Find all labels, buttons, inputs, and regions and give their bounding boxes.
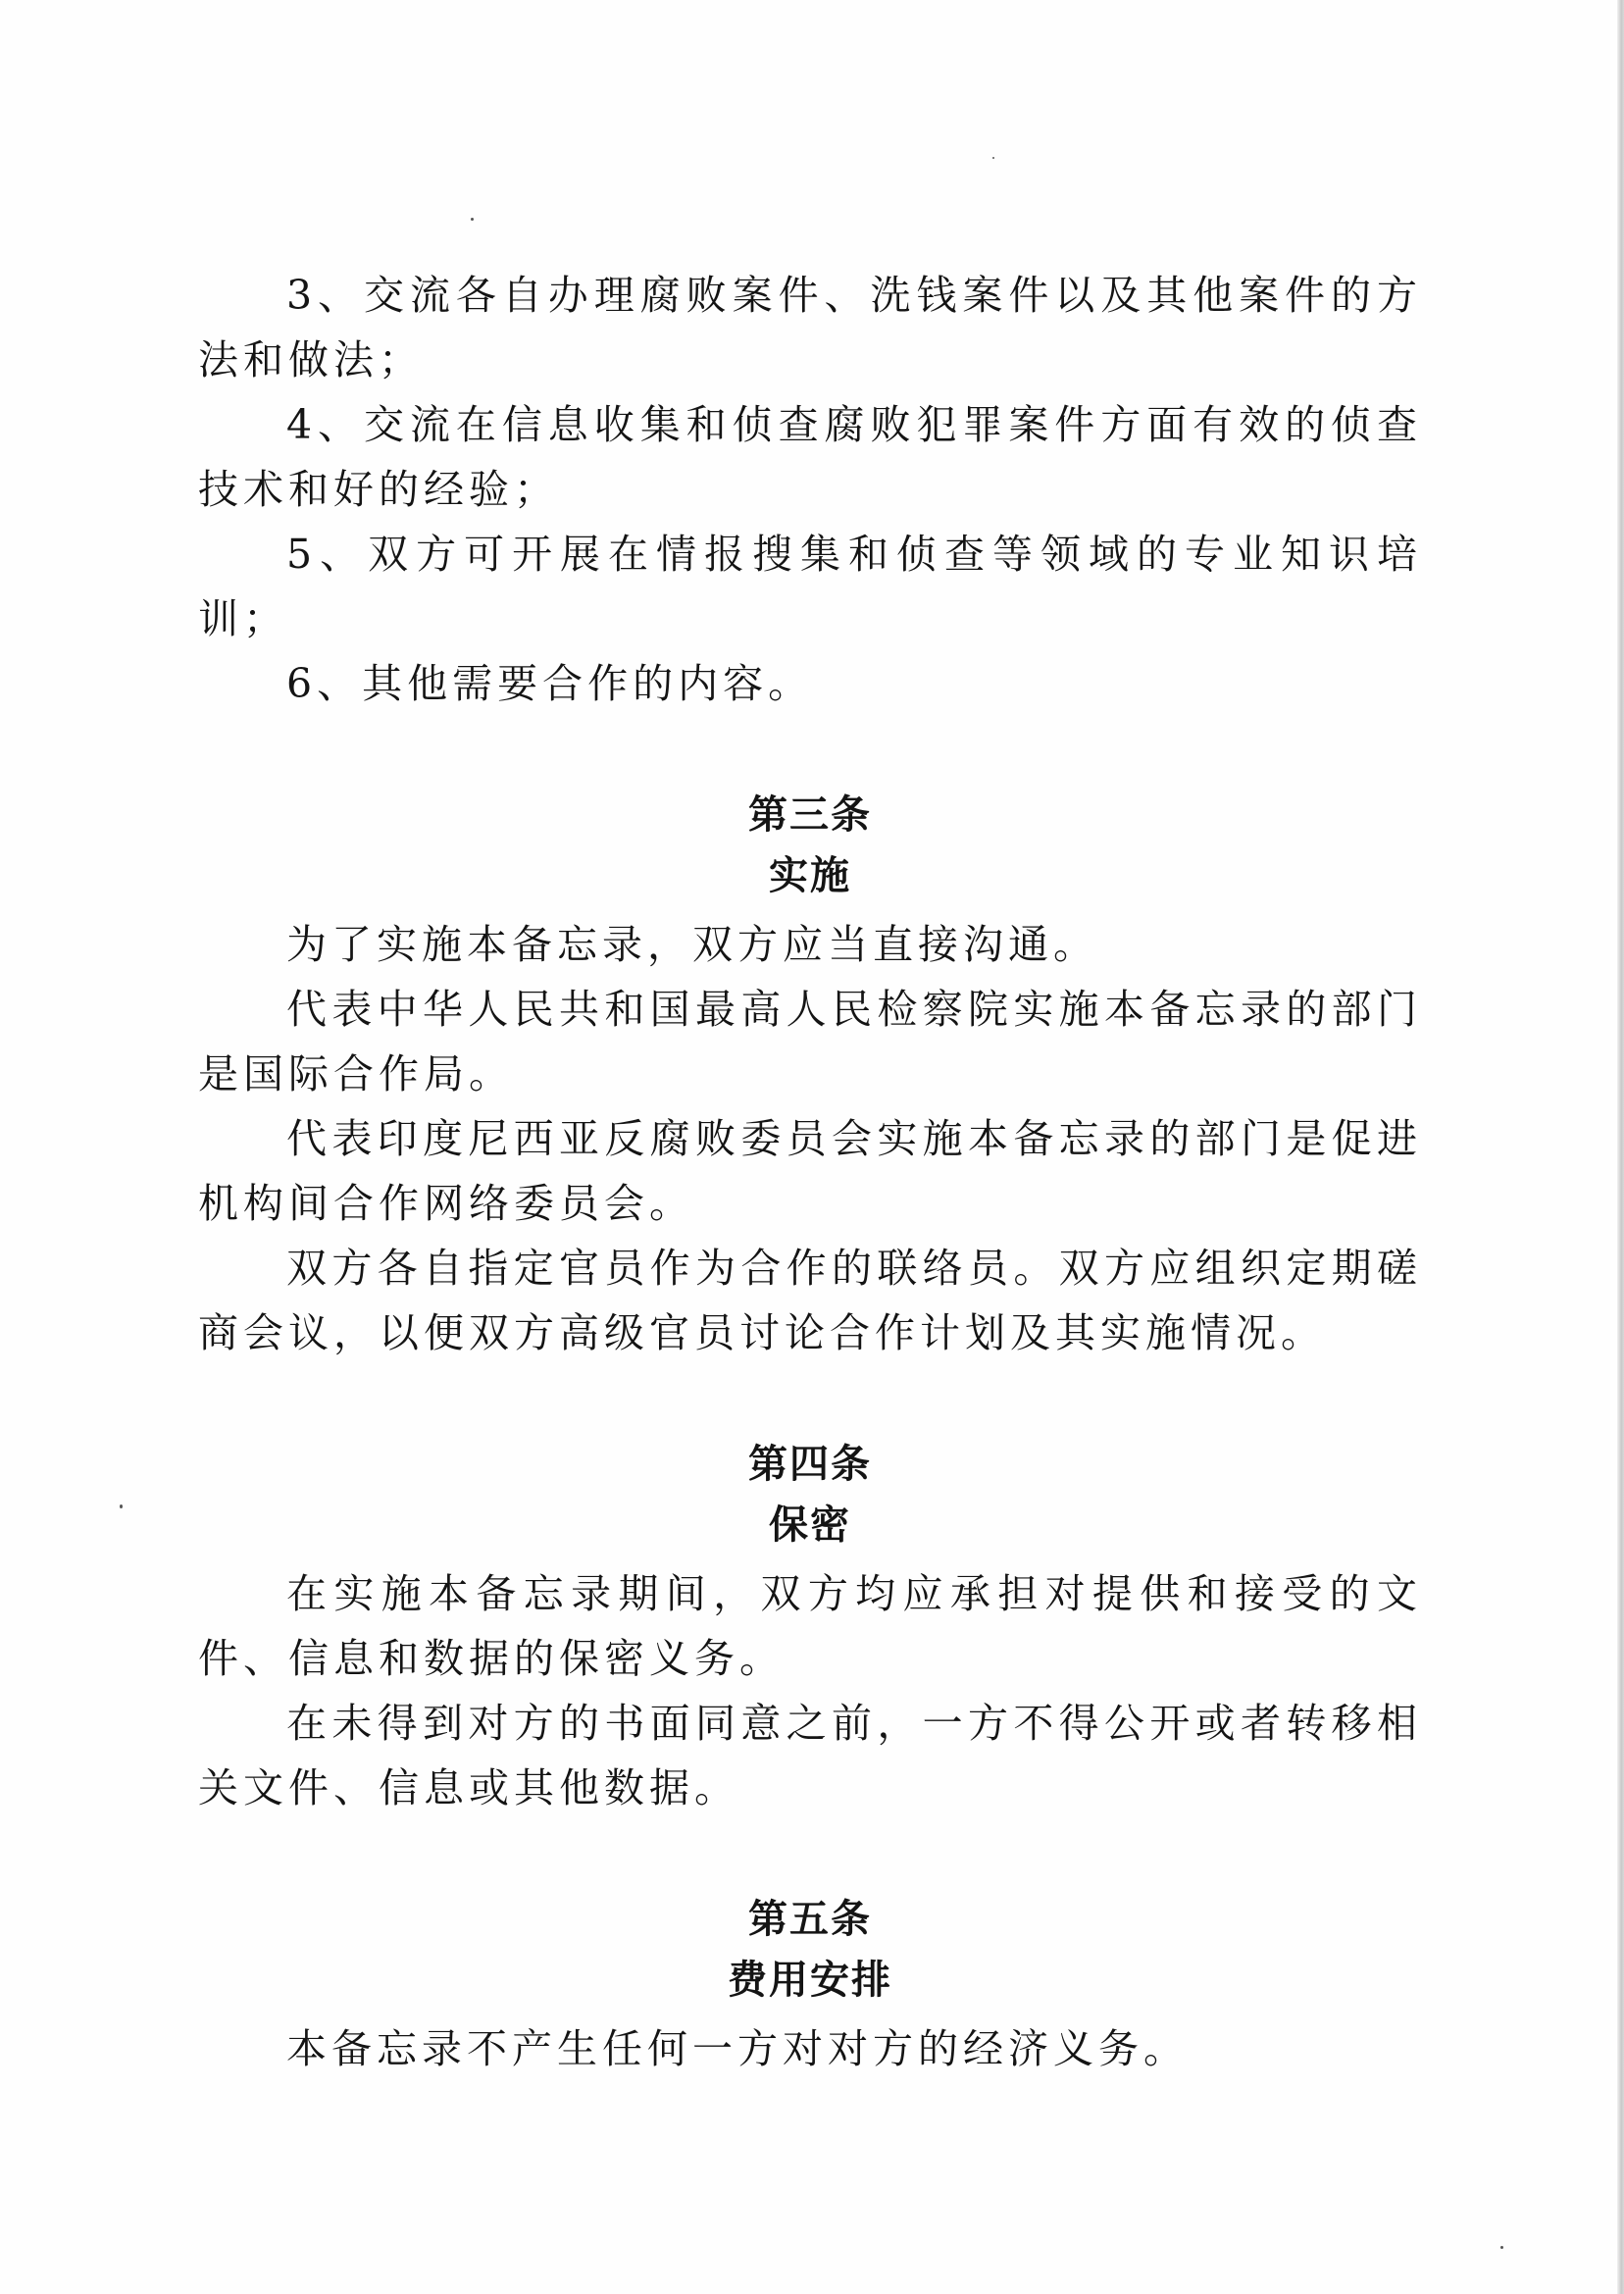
article-paragraph: 为了实施本备忘录，双方应当直接沟通。 (286, 921, 1098, 968)
list-item: 4、交流在信息收集和侦查腐败犯罪案件方面有效的侦查技术和好的经验； (198, 401, 1422, 513)
article-paragraph: 代表印度尼西亚反腐败委员会实施本备忘录的部门是促进机构间合作网络委员会。 (198, 1115, 1422, 1227)
article-3 (198, 785, 1422, 1365)
article-title: 实施 (769, 853, 851, 898)
list-item: 6、其他需要合作的内容。 (286, 660, 814, 707)
list-item: 3、交流各自办理腐败案件、洗钱案件以及其他案件的方法和做法； (198, 272, 1422, 383)
scan-speck (1500, 2246, 1503, 2249)
scan-speck (471, 218, 474, 221)
article-paragraph: 在实施本备忘录期间，双方均应承担对提供和接受的文件、信息和数据的保密义务。 (198, 1570, 1422, 1682)
document-body (198, 263, 1422, 2081)
article-number: 第四条 (748, 1442, 872, 1487)
list-item: 5、双方可开展在情报搜集和侦查等领域的专业知识培训； (198, 531, 1422, 642)
article-5 (198, 1889, 1422, 2081)
article-title: 费用安排 (728, 1958, 892, 2003)
article-paragraph: 双方各自指定官员作为合作的联络员。双方应组织定期磋商会议，以便双方高级官员讨论合作计划及其实施情况。 (198, 1245, 1422, 1356)
intro-list (198, 263, 1422, 716)
scan-edge (1617, 0, 1624, 2294)
scan-speck (120, 1504, 123, 1508)
article-paragraph: 在未得到对方的书面同意之前，一方不得公开或者转移相关文件、信息或其他数据。 (198, 1700, 1422, 1811)
article-number: 第五条 (748, 1897, 872, 1942)
article-4 (198, 1434, 1422, 1820)
article-title: 保密 (769, 1503, 851, 1548)
article-paragraph: 代表中华人民共和国最高人民检察院实施本备忘录的部门是国际合作局。 (198, 986, 1422, 1097)
scan-speck (992, 157, 994, 159)
article-paragraph: 本备忘录不产生任何一方对对方的经济义务。 (286, 2025, 1189, 2072)
article-number: 第三条 (748, 792, 872, 838)
